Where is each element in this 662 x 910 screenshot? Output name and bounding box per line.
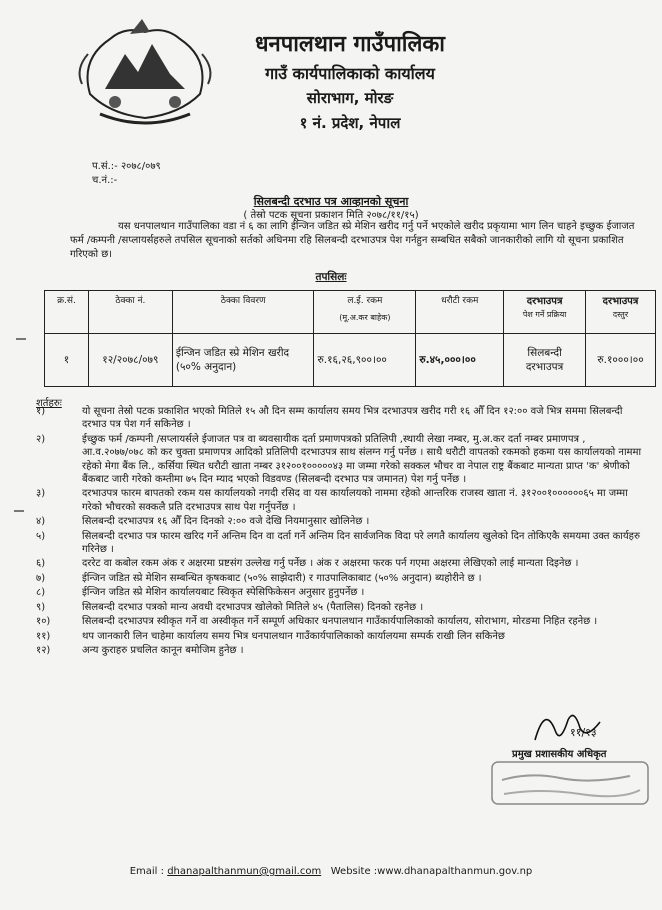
term-text: ईन्जिन जडित स्प्रे मेशिन सम्बन्धित कृषकबाट (५०% साझेदारी) र गाउपालिकाबाट (५०% अनुदान) ब्यहोरीने छ । xyxy=(82,572,482,584)
header-cost xyxy=(314,291,416,334)
list-item xyxy=(30,586,648,599)
header-cost-label: ल.ई. रकम xyxy=(347,296,383,306)
terms-list xyxy=(30,405,648,658)
signatory-title: प्रमुख प्रशासकीय अधिकृत xyxy=(512,749,607,760)
header-sn: क्र.सं. xyxy=(45,291,89,334)
notice-subtitle: ( तेस्रो पटक सूचना प्रकाशन मिति २०७८/११/१५) xyxy=(243,210,419,221)
term-number: ४) xyxy=(36,516,46,528)
term-number: १०) xyxy=(36,616,51,628)
office-name: गाउँ कार्यपालिकाको कार्यालय xyxy=(265,64,435,83)
term-text: अन्य कुराहरु प्रचलित कानून बमोजिम हुनेछ । xyxy=(82,644,244,656)
list-item xyxy=(30,644,648,657)
list-item xyxy=(30,572,648,585)
list-item xyxy=(30,405,648,432)
office-stamp xyxy=(490,758,650,808)
page-footer xyxy=(0,866,662,877)
term-text: ईन्जिन जडित स्प्रे मेशिन कार्यालयबाट स्विकृत स्पेसिफिकेसन अनुसार हुनुपर्नेछ । xyxy=(82,587,365,599)
term-number: ८) xyxy=(36,587,46,599)
signature-date: ११/१३ xyxy=(570,726,597,739)
office-address: सोराभाग, मोरङ xyxy=(306,89,394,107)
table-header-row xyxy=(45,291,656,334)
dispatch-number: च.नं.:- xyxy=(92,175,118,186)
header-fee xyxy=(586,291,656,334)
term-number: २) xyxy=(36,433,46,445)
list-item xyxy=(30,515,648,528)
website-label: Website : xyxy=(330,866,378,877)
list-item xyxy=(30,530,648,557)
details-heading xyxy=(0,270,662,284)
notice-title-text: सिलबन्दी दरभाउ पत्र आव्हानको सूचना xyxy=(253,195,409,208)
header-contract-no: ठेक्का नं. xyxy=(88,291,172,334)
term-number: ५) xyxy=(36,530,46,542)
term-number: ९) xyxy=(36,601,46,613)
contract-table xyxy=(44,290,656,387)
term-number: ११) xyxy=(36,630,51,642)
notice-intro: यस धनपालथान गाउँपालिका वडा नं ६ का लागि ईन्जिन जडित स्प्रे मेशिन खरीद गर्नु पर्ने भएकोले खरीद प्रकृयामा भाग लिन चाहने इच्छुक ईजाजत फर्म /कम्पनी /सप्लायर्सहरुले तपसिल सूचनाको सर्तको अधिनमा रहि सिलबन्दी दरभाउपत्र पेश गर्नहुन सम्बधित सबैको जानकारीको लागि यो सूचना प्रकाशित गरिएको छ। xyxy=(70,221,635,260)
list-item xyxy=(30,557,648,570)
terms-heading: शर्तहरुः xyxy=(36,398,62,409)
cell-sn: १ xyxy=(45,334,89,387)
list-item xyxy=(30,433,648,487)
term-text: यो सूचना तेस्रो पटक प्रकाशित भएको मितिले १५ औ दिन सम्म कार्यालय समय भित्र दरभाउपत्र खरीद गरी १६ औँ दिन १२:०० वजे भित्र सममा सिलबन्दी दरभाउ पत्र पेश गर्न सकिनेछ । xyxy=(82,406,623,431)
email-link[interactable]: dhanapalthanmun@gmail.com xyxy=(167,866,322,877)
header-deposit: धरौटी रकम xyxy=(416,291,504,334)
municipality-name: धनपालथान गाउँपालिका xyxy=(254,32,446,57)
letter-number: प.सं.:- २०७८/०७९ xyxy=(92,161,161,172)
header-fee-sub: दस्तुर xyxy=(612,310,629,319)
header-cost-sub: (मू.अ.कर बाहेक) xyxy=(339,313,391,322)
term-text: सिलबन्दी दरभाउपत्र स्वीकृत गर्ने वा अस्वीकृत गर्ने सम्पूर्ण अधिकार धनपालथान गाउँकार्यपालिकाको कार्यालय, सोराभाग, मोरङमा निहित रहनेछ । xyxy=(82,616,598,628)
province-name: १ नं. प्रदेश, नेपाल xyxy=(299,114,401,132)
header-fee-label: दरभाउपत्र xyxy=(602,296,639,307)
nepal-emblem-icon xyxy=(70,14,220,134)
scan-mark xyxy=(14,510,24,512)
cell-cost: रु.१६,२६,९००।०० xyxy=(314,334,416,387)
term-text: ईच्छुक फर्म /कम्पनी /सप्लायर्सले ईजाजत पत्र वा ब्यवसायीक दर्ता प्रमाणपत्रको प्रतिलिपी ,स्थायी लेखा नम्बर, मु.अ.कर दर्ता नम्बर प्रमाणपत्र , आ.व.२०७७/०७८ को कर चुक्ता प्रमाणपत्र आदिको प्रतिलिपी दरभाउपत्र साथ संलग्न गर्नु पर्नेछ । साथै धरौटी वापतको रकमको हकमा यस कार्यालयको नाममा रहेको मेगा बैंक लि., कर्सिया स्थित धरौटी खाता नम्बर ३१२००१०००००४३ मा जम्मा गरेको सक्कल भौचर वा नेपाल राष्ट्र बैंकबाट मान्यता प्राप्त 'क' श्रेणीको बैंकबाट जारी गरेको कम्तीमा ७५ दिन म्याद भएको विडवण्ड (सिलबन्दी दरभाउ पत्र जमानत) पेश गर्नु पर्नेछ । xyxy=(82,433,642,486)
table-row xyxy=(45,334,656,387)
term-text: थप जानकारी लिन चाहेमा कार्यालय समय भित्र धनपालथान गाउँकार्यपालिकाको कार्यालयमा सम्पर्क राखी लिन सकिनेछ xyxy=(82,630,505,642)
list-item xyxy=(30,615,648,628)
list-item xyxy=(30,630,648,643)
term-text: सिलबन्दी दरभाउ पत्र फारम खरिद गर्ने अन्तिम दिन वा दर्ता गर्ने अन्तिम दिन सार्वजनिक विदा परे लगतै कार्यालय खुलेको दिन तोकिएकै समयमा उक्त कार्यहरु गरिनेछ । xyxy=(82,530,640,556)
term-text: दरभाउपत्र फारम बापतको रकम यस कार्यालयको नगदी रसिद वा यस कार्यालयको नाममा रहेको आन्तरिक राजस्व खाता नं. ३१२००१००००००६५ मा जम्मा गरेको भौचरको सक्कलै प्रति दरभाउपत्र साथ पेश गर्नुपर्नेछ । xyxy=(82,488,628,513)
list-item xyxy=(30,487,648,514)
term-number: ७) xyxy=(36,572,46,584)
email-label: Email : xyxy=(129,866,165,877)
cell-submit: सिलबन्दी दरभाउपत्र xyxy=(504,334,586,387)
header-submit-sub: पेश गर्ने प्रक्रिया xyxy=(522,310,567,319)
details-heading-text: तपसिलः xyxy=(315,271,347,283)
term-text: दररेट वा कबोल रकम अंक र अक्षरमा प्रष्टसंग उल्लेख गर्नु पर्नेछ । अंक र अक्षरमा फरक पर्न गएमा अक्षरमा लेखिएको लाई मान्यता दिइनेछ । xyxy=(82,558,579,570)
header-submit-label: दरभाउपत्र xyxy=(526,296,563,307)
cell-contract-no: १२/२०७८/०७९ xyxy=(88,334,172,387)
term-number: ३) xyxy=(36,488,46,500)
term-number: १२) xyxy=(36,644,51,656)
term-number: ६) xyxy=(36,558,46,570)
header-submit xyxy=(504,291,586,334)
header-description: ठेक्का विवरण xyxy=(172,291,314,334)
cell-description: ईन्जिन जडित स्प्रे मेशिन खरीद (५०% अनुदान) xyxy=(172,334,314,387)
scan-mark xyxy=(16,338,26,340)
term-number: १) xyxy=(36,406,46,417)
website-link[interactable]: www.dhanapalthanmun.gov.np xyxy=(377,866,533,877)
cell-deposit: रु.४५,०००।०० xyxy=(416,334,504,387)
term-text: सिलबन्दी दरभाउ पत्रको मान्य अवधी दरभाउपत्र खोलेको मितिले ४५ (पैतालिस) दिनको रहनेछ । xyxy=(82,601,424,613)
term-text: सिलबन्दी दरभाउपत्र १६ औँ दिन दिनको २:०० वजे देखि नियमानुसार खोलिनेछ । xyxy=(82,516,370,528)
list-item xyxy=(30,601,648,614)
cell-fee: रु.१०००।०० xyxy=(586,334,656,387)
